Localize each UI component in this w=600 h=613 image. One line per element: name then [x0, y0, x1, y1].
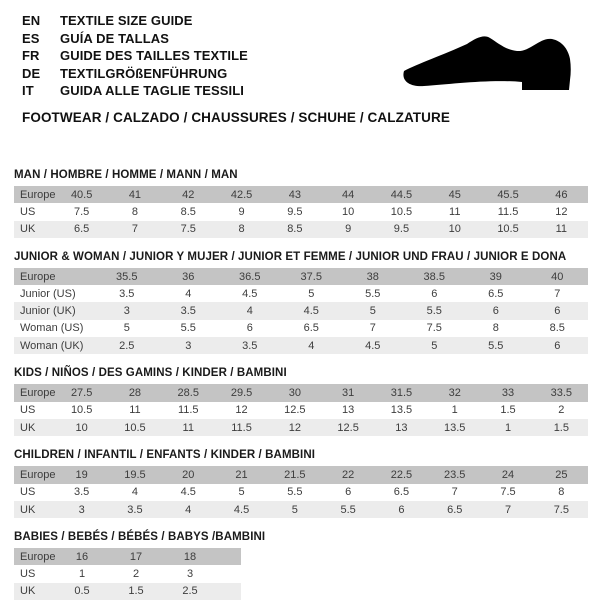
row-label: Junior (US)	[14, 285, 96, 302]
size-cell: 5	[215, 484, 268, 501]
size-table-section-4	[14, 531, 588, 600]
size-cell: 4	[158, 285, 220, 302]
size-cell: 42	[162, 186, 215, 203]
size-cell: 11	[428, 203, 481, 220]
size-cell: 1	[55, 565, 109, 582]
size-cell: 31.5	[375, 384, 428, 401]
row-label: Europe	[14, 186, 55, 203]
size-cell: 1	[481, 419, 534, 436]
size-cell: 4.5	[342, 337, 404, 354]
size-cell: 10.5	[481, 221, 534, 238]
size-cell: 12	[215, 402, 268, 419]
size-cell: 9	[321, 221, 374, 238]
size-cell: 11	[108, 402, 161, 419]
size-cell: 7	[428, 484, 481, 501]
size-cell: 3.5	[219, 337, 281, 354]
legend-lang-code: FR	[22, 48, 40, 64]
size-cell: 28.5	[162, 384, 215, 401]
size-cell: 3.5	[158, 302, 220, 319]
size-cell: 17	[109, 548, 163, 565]
size-cell: 25	[535, 466, 588, 483]
row-label: UK	[14, 583, 55, 600]
size-cell: 7.5	[481, 484, 534, 501]
size-cell: 33.5	[535, 384, 588, 401]
legend-text: GUIDA ALLE TAGLIE TESSILI	[60, 83, 245, 99]
size-cell: 8	[108, 203, 161, 220]
size-cell: 5	[96, 320, 158, 337]
table-row	[14, 548, 241, 565]
row-label: Europe	[14, 268, 96, 285]
size-cell: 6.5	[428, 501, 481, 518]
size-cell: 6.5	[465, 285, 527, 302]
legend-item	[22, 30, 248, 48]
size-cell: 8.5	[268, 221, 321, 238]
row-label: Europe	[14, 466, 55, 483]
legend-item	[22, 12, 248, 30]
table-row	[14, 320, 588, 337]
size-cell: 44	[321, 186, 374, 203]
size-cell: 39	[465, 268, 527, 285]
size-cell: 43	[268, 186, 321, 203]
size-cell: 7.5	[404, 320, 466, 337]
size-cell: 2.5	[163, 583, 217, 600]
size-cell: 5.5	[342, 285, 404, 302]
size-cell: 44.5	[375, 186, 428, 203]
spacer-cell	[217, 583, 241, 600]
section-title: CHILDREN / INFANTIL / ENFANTS / KINDER / BAMBINI	[14, 449, 316, 462]
size-cell: 5.5	[321, 501, 374, 518]
size-cell: 3	[158, 337, 220, 354]
size-cell: 41	[108, 186, 161, 203]
row-label: Junior (UK)	[14, 302, 96, 319]
section-title: KIDS / NIÑOS / DES GAMINS / KINDER / BAMBINI	[14, 367, 287, 380]
table-row	[14, 466, 588, 483]
size-cell: 8	[465, 320, 527, 337]
size-cell: 12	[535, 203, 588, 220]
size-cell: 7	[527, 285, 589, 302]
category-heading: FOOTWEAR / CALZADO / CHAUSSURES / SCHUHE / CALZATURE	[22, 110, 450, 125]
size-cell: 24	[481, 466, 534, 483]
size-cell: 3	[55, 501, 108, 518]
row-label: Woman (UK)	[14, 337, 96, 354]
size-cell: 5	[404, 337, 466, 354]
size-cell: 6	[465, 302, 527, 319]
size-cell: 5.5	[465, 337, 527, 354]
shoe-icon	[393, 26, 583, 98]
size-cell: 10	[55, 419, 108, 436]
row-label: US	[14, 203, 55, 220]
size-cell: 13.5	[375, 402, 428, 419]
size-cell: 45.5	[481, 186, 534, 203]
size-cell: 21.5	[268, 466, 321, 483]
size-cell: 29.5	[215, 384, 268, 401]
table-row	[14, 285, 588, 302]
size-cell: 19.5	[108, 466, 161, 483]
size-cell: 3	[163, 565, 217, 582]
size-cell: 13	[375, 419, 428, 436]
size-cell: 16	[55, 548, 109, 565]
size-cell: 11	[535, 221, 588, 238]
size-cell: 10	[428, 221, 481, 238]
size-cell: 13.5	[428, 419, 481, 436]
section-title: BABIES / BEBÉS / BÉBÉS / BABYS /BAMBINI	[14, 531, 266, 544]
size-cell: 12	[268, 419, 321, 436]
table-row	[14, 419, 588, 436]
table-row	[14, 337, 588, 354]
table-row	[14, 402, 588, 419]
size-cell: 8	[215, 221, 268, 238]
size-cell: 6	[404, 285, 466, 302]
size-cell: 9	[215, 203, 268, 220]
legend-text: TEXTILE SIZE GUIDE	[60, 13, 193, 28]
size-cell: 11.5	[215, 419, 268, 436]
size-cell: 40.5	[55, 186, 108, 203]
table-row	[14, 203, 588, 220]
table-row	[14, 565, 241, 582]
size-cell: 4	[281, 337, 343, 354]
size-cell: 22.5	[375, 466, 428, 483]
size-cell: 36	[158, 268, 220, 285]
size-cell: 20	[162, 466, 215, 483]
size-cell: 5.5	[268, 484, 321, 501]
size-cell: 32	[428, 384, 481, 401]
size-cell: 7	[481, 501, 534, 518]
size-cell: 6	[321, 484, 374, 501]
size-cell: 12.5	[321, 419, 374, 436]
size-cell: 6	[375, 501, 428, 518]
size-table	[14, 268, 588, 354]
size-cell: 3.5	[55, 484, 108, 501]
size-table	[14, 186, 588, 238]
size-cell: 9.5	[375, 221, 428, 238]
size-table-section-0	[14, 169, 588, 238]
size-cell: 28	[108, 384, 161, 401]
size-table-section-3	[14, 449, 588, 518]
size-cell: 30	[268, 384, 321, 401]
section-title: MAN / HOMBRE / HOMME / MANN / MAN	[14, 169, 238, 181]
size-cell: 6.5	[375, 484, 428, 501]
size-cell: 33	[481, 384, 534, 401]
size-cell: 23.5	[428, 466, 481, 483]
spacer-cell	[217, 548, 241, 565]
size-cell: 19	[55, 466, 108, 483]
size-cell: 42.5	[215, 186, 268, 203]
table-row	[14, 186, 588, 203]
size-cell: 10	[321, 203, 374, 220]
row-label: US	[14, 565, 55, 582]
size-cell: 6	[527, 302, 589, 319]
size-cell: 3.5	[108, 501, 161, 518]
size-cell: 22	[321, 466, 374, 483]
row-label: US	[14, 402, 55, 419]
table-row	[14, 501, 588, 518]
size-cell: 5	[281, 285, 343, 302]
size-cell: 11.5	[481, 203, 534, 220]
size-cell: 8	[535, 484, 588, 501]
size-cell: 7	[108, 221, 161, 238]
size-cell: 2	[109, 565, 163, 582]
size-cell: 45	[428, 186, 481, 203]
size-cell: 38.5	[404, 268, 466, 285]
row-label: US	[14, 484, 55, 501]
size-cell: 10.5	[55, 402, 108, 419]
size-cell: 1.5	[481, 402, 534, 419]
language-legend	[22, 12, 248, 100]
size-cell: 6.5	[281, 320, 343, 337]
row-label: Woman (US)	[14, 320, 96, 337]
size-cell: 1.5	[109, 583, 163, 600]
size-cell: 11	[162, 419, 215, 436]
table-row	[14, 302, 588, 319]
size-cell: 46	[535, 186, 588, 203]
table-row	[14, 484, 588, 501]
size-cell: 6.5	[55, 221, 108, 238]
size-cell: 2	[535, 402, 588, 419]
size-cell: 4	[108, 484, 161, 501]
legend-text: GUIDE DES TAILLES TEXTILE	[60, 48, 248, 64]
size-cell: 5.5	[158, 320, 220, 337]
size-cell: 3.5	[96, 285, 158, 302]
size-cell: 4.5	[162, 484, 215, 501]
table-row	[14, 221, 588, 238]
size-cell: 8.5	[527, 320, 589, 337]
size-cell: 38	[342, 268, 404, 285]
size-cell: 6	[219, 320, 281, 337]
size-cell: 7.5	[55, 203, 108, 220]
table-row	[14, 384, 588, 401]
size-cell: 4.5	[281, 302, 343, 319]
spacer-cell	[217, 565, 241, 582]
size-table	[14, 548, 241, 600]
size-table-section-1	[14, 251, 588, 354]
size-cell: 18	[163, 548, 217, 565]
size-cell: 9.5	[268, 203, 321, 220]
legend-item	[22, 65, 248, 83]
legend-item	[22, 82, 248, 100]
size-table	[14, 384, 588, 436]
size-cell: 4	[162, 501, 215, 518]
size-cell: 10.5	[375, 203, 428, 220]
size-table-section-2	[14, 367, 588, 436]
size-cell: 5	[342, 302, 404, 319]
size-cell: 1	[428, 402, 481, 419]
legend-lang-code: IT	[22, 83, 34, 99]
size-cell: 13	[321, 402, 374, 419]
table-row	[14, 583, 241, 600]
size-cell: 31	[321, 384, 374, 401]
size-cell: 36.5	[219, 268, 281, 285]
legend-text: GUÍA DE TALLAS	[60, 30, 170, 46]
row-label: UK	[14, 221, 55, 238]
table-row	[14, 268, 588, 285]
size-cell: 4	[219, 302, 281, 319]
size-cell: 6	[527, 337, 589, 354]
size-cell: 35.5	[96, 268, 158, 285]
size-cell: 10.5	[108, 419, 161, 436]
row-label: Europe	[14, 548, 55, 565]
size-cell: 8.5	[162, 203, 215, 220]
size-cell: 7	[342, 320, 404, 337]
size-cell: 0.5	[55, 583, 109, 600]
size-cell: 1.5	[535, 419, 588, 436]
row-label: UK	[14, 501, 55, 518]
size-cell: 3	[96, 302, 158, 319]
size-cell: 4.5	[215, 501, 268, 518]
legend-lang-code: ES	[22, 30, 40, 46]
legend-lang-code: EN	[22, 13, 41, 28]
size-cell: 27.5	[55, 384, 108, 401]
size-cell: 5.5	[404, 302, 466, 319]
legend-lang-code: DE	[22, 65, 41, 81]
size-cell: 21	[215, 466, 268, 483]
size-cell: 12.5	[268, 402, 321, 419]
row-label: Europe	[14, 384, 55, 401]
legend-text: TEXTILGRÖßENFÜHRUNG	[60, 65, 228, 81]
size-cell: 37.5	[281, 268, 343, 285]
legend-item	[22, 47, 248, 65]
size-table	[14, 466, 588, 518]
tables-root	[14, 169, 588, 613]
size-cell: 7.5	[535, 501, 588, 518]
size-cell: 11.5	[162, 402, 215, 419]
size-cell: 5	[268, 501, 321, 518]
size-cell: 2.5	[96, 337, 158, 354]
size-cell: 7.5	[162, 221, 215, 238]
row-label: UK	[14, 419, 55, 436]
section-title: JUNIOR & WOMAN / JUNIOR Y MUJER / JUNIOR ET FEMME / JUNIOR UND FRAU / JUNIOR E DONA	[14, 250, 567, 263]
size-cell: 4.5	[219, 285, 281, 302]
size-cell: 40	[527, 268, 589, 285]
